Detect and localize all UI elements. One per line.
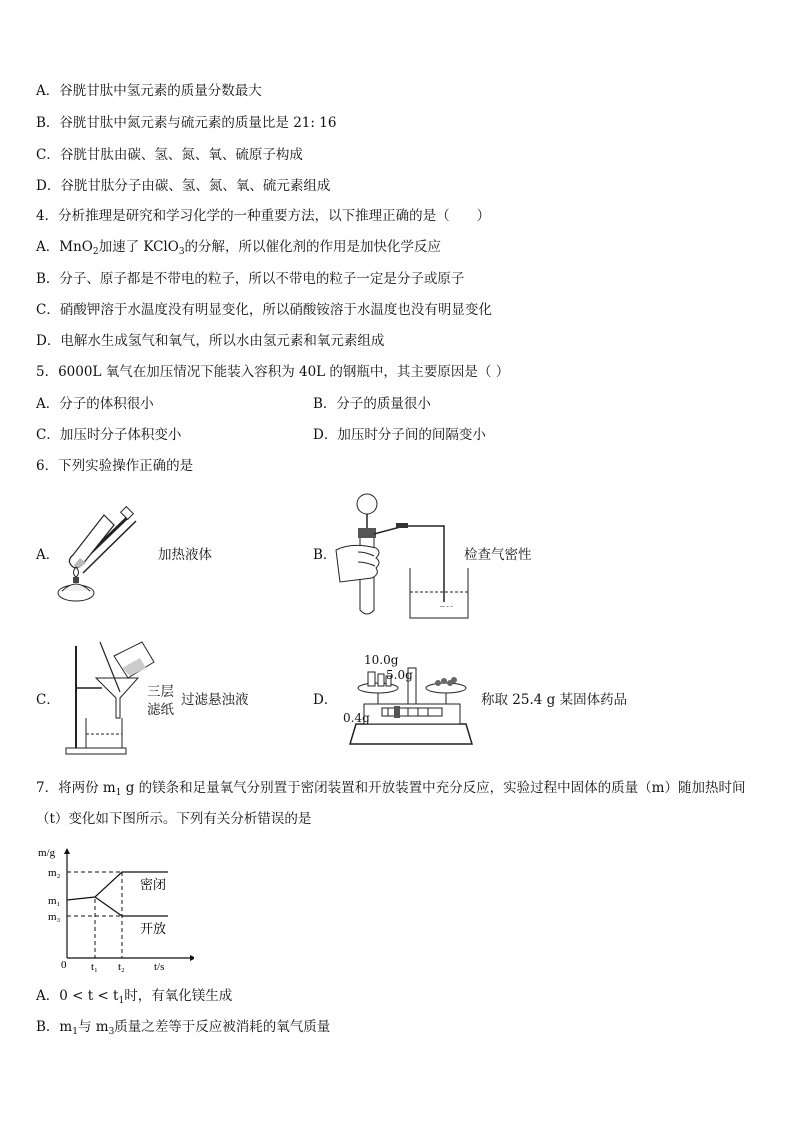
q6-option-a-letter: A． — [36, 547, 60, 563]
q7-option-b: B．$m_1$与 $m_3$质量之差等于反应被消耗的氧气质量 — [36, 1019, 331, 1037]
graph-m1-label: m₁ — [48, 895, 61, 907]
q6-option-b-letter: B． — [313, 547, 337, 563]
q4-option-d: D．电解水生成氢气和氧气，所以水由氢元素和氧元素组成 — [36, 333, 385, 349]
q4-option-c: C．硝酸钾溶于水温度没有明显变化，所以硝酸铵溶于水温度也没有明显变化 — [36, 302, 492, 318]
q6-option-c-letter: C． — [36, 692, 60, 708]
graph-m3-label: m₃ — [48, 911, 61, 923]
graph-open-label: 开放 — [140, 921, 167, 936]
q5-option-d: D．加压时分子间的间隔变小 — [313, 427, 486, 443]
q4-stem: 4．分析推理是研究和学习化学的一种重要方法，以下推理正确的是（ ） — [36, 208, 491, 224]
weight-10g-label: 10.0g — [364, 653, 399, 667]
q3-option-a: A．谷胱甘肽中氢元素的质量分数最大 — [36, 83, 262, 99]
heating-liquid-figure — [56, 505, 156, 605]
q6-option-a-label: 加热液体 — [158, 547, 212, 563]
graph-xlabel: t/s — [154, 961, 165, 972]
q5-option-a: A．分子的体积很小 — [36, 396, 154, 412]
q3-option-c: C．谷胱甘肽由碳、氢、氮、氧、硫原子构成 — [36, 147, 303, 163]
q3-option-b: B．谷胱甘肽中氮元素与硫元素的质量比是 21: 16 — [36, 115, 337, 131]
q5-option-b: B．分子的质量很小 — [313, 396, 431, 412]
graph-closed-label: 密闭 — [140, 877, 167, 892]
q6-option-d-label: 称取 25.4 g 某固体药品 — [481, 692, 628, 708]
svg-text:-- - -: -- - - — [440, 602, 453, 610]
q5-stem: 5．6000L 氧气在加压情况下能装入容积为 40L 的钢瓶中，其主要原因是（ ） — [36, 364, 510, 380]
graph-t2-label: t₂ — [118, 961, 125, 972]
graph-ylabel: m/g — [38, 847, 56, 859]
weight-5g-label: 5.0g — [386, 668, 413, 682]
q4-option-a: A．MnO$_2$加速了 KClO$_3$的分解，所以催化剂的作用是加快化学反应 — [36, 239, 442, 257]
q7-option-a: A．$0 < t < t_1$时，有氧化镁生成 — [36, 988, 233, 1006]
filtration-figure — [62, 638, 158, 758]
q7-stem-line-1: 7．将两份 $m_1$ g 的镁条和足量氧气分别置于密闭装置和开放装置中充分反应，实验过程中固体的质量（m）随加热时间 — [36, 780, 746, 798]
open-curve — [95, 897, 168, 916]
q6-option-c-label: 过滤悬浊液 — [181, 692, 249, 708]
q6-option-d-letter: D． — [313, 692, 338, 708]
q4-option-b: B．分子、原子都是不带电的粒子，所以不带电的粒子一定是分子或原子 — [36, 271, 465, 287]
q6-option-c-paper: 三层 滤纸 — [147, 684, 174, 718]
graph-origin-label: 0 — [61, 959, 67, 971]
rider-reading-label: 0.4g — [343, 711, 370, 725]
q6-stem: 6．下列实验操作正确的是 — [36, 458, 194, 474]
q7-stem-line-2: （t）变化如下图所示。下列有关分析错误的是 — [36, 811, 312, 827]
airtightness-check-figure — [334, 490, 474, 620]
graph-m2-label: m₂ — [48, 867, 61, 879]
balance-figure — [338, 648, 478, 748]
graph-t1-label: t₁ — [91, 961, 98, 972]
q5-option-c: C．加压时分子体积变小 — [36, 427, 182, 443]
mass-time-graph — [34, 842, 194, 972]
q3-option-d: D．谷胱甘肽分子由碳、氢、氮、氧、硫元素组成 — [36, 178, 331, 194]
q6-option-b-label: 检查气密性 — [464, 547, 532, 563]
